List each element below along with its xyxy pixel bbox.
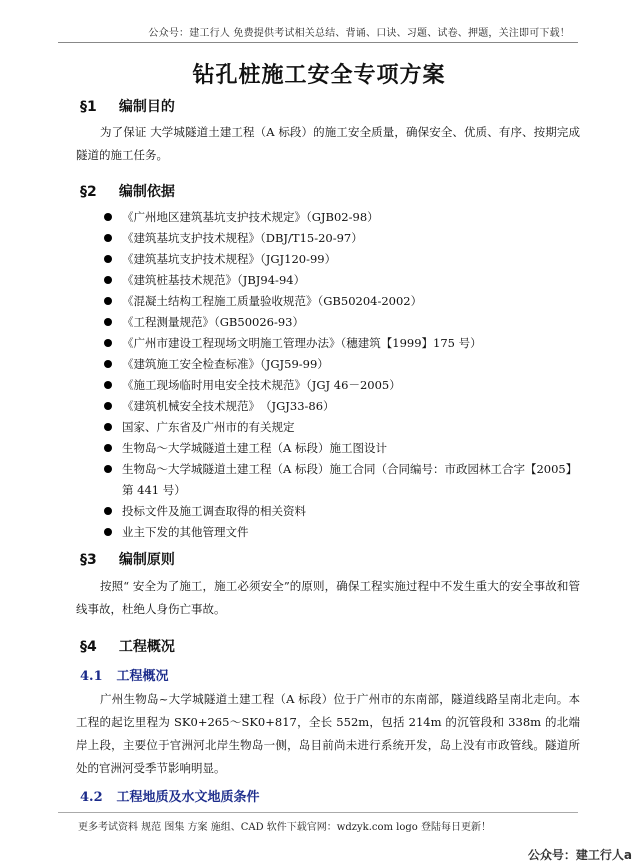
basis-list [104, 207, 580, 543]
list-item: 业主下发的其他管理文件 [104, 522, 580, 543]
section-number: §4 [80, 639, 97, 655]
footer-rule [58, 812, 578, 813]
subsection-title: 工程地质及水文地质条件 [116, 790, 260, 805]
list-item: 《建筑基坑支护技术规程》（DBJ/T15-20-97） [104, 228, 580, 249]
list-item: 生物岛～大学城隧道土建工程（A 标段）施工合同（合同编号：市政园林工合字【2005】第 441 号） [104, 459, 580, 501]
section-title: 编制目的 [118, 99, 175, 115]
bullet-icon [104, 255, 112, 263]
section-number: §2 [80, 184, 97, 200]
section-1-paragraph: 为了保证 大学城隧道土建工程（A 标段）的施工安全质量，确保安全、优质、有序、按期完成隧道的施工任务。 [76, 125, 580, 162]
list-item: 《建筑机械安全技术规范》 （JGJ33-86） [104, 396, 580, 417]
watermark: 公众号：建工行人a [527, 848, 632, 862]
footer-note: 更多考试资料 规范 图集 方案 施组、CAD 软件下载官网：wdzyk.com logo 登陆每日更新！ [78, 822, 492, 833]
section-number: §3 [80, 552, 97, 568]
list-item: 《混凝土结构工程施工质量验收规范》（GB50204-2002） [104, 291, 580, 312]
bullet-icon [104, 339, 112, 347]
subsection-number: 4.1 [80, 669, 103, 684]
bullet-icon [104, 297, 112, 305]
header-rule [58, 42, 578, 43]
header-note: 公众号：建工行人 免费提供考试相关总结、背诵、口诀、习题、试卷、押题，关注即可下载！ [148, 28, 570, 39]
subsection-number: 4.2 [80, 790, 103, 805]
list-item: 《施工现场临时用电安全技术规范》（JGJ 46－2005） [104, 375, 580, 396]
subsection-heading-4-1 [80, 665, 169, 684]
bullet-icon [104, 360, 112, 368]
subsection-heading-4-2 [80, 786, 260, 805]
bullet-icon [104, 402, 112, 410]
list-item: 《广州市建设工程现场文明施工管理办法》（穗建筑【1999】175 号） [104, 333, 580, 354]
bullet-icon [104, 234, 112, 242]
list-item: 投标文件及施工调查取得的相关资料 [104, 501, 580, 522]
list-item: 《工程测量规范》（GB50026-93） [104, 312, 580, 333]
list-item: 《建筑施工安全检查标准》（JGJ59-99） [104, 354, 580, 375]
section-heading-1 [80, 96, 175, 116]
bullet-icon [104, 276, 112, 284]
list-item: 《建筑基坑支护技术规程》（JGJ120-99） [104, 249, 580, 270]
section-heading-2 [80, 181, 175, 201]
bullet-icon [104, 423, 112, 431]
list-item: 《建筑桩基技术规范》（JBJ94-94） [104, 270, 580, 291]
section-title: 编制依据 [118, 184, 175, 200]
section-heading-4 [80, 636, 175, 656]
bullet-icon [104, 528, 112, 536]
subsection-title: 工程概况 [116, 669, 169, 684]
bullet-icon [104, 381, 112, 389]
bullet-icon [104, 465, 112, 473]
bullet-icon [104, 444, 112, 452]
bullet-icon [104, 507, 112, 515]
list-item: 《广州地区建筑基坑支护技术规定》（GJB02-98） [104, 207, 580, 228]
section-title: 工程概况 [118, 639, 175, 655]
document-title: 钻孔桩施工安全专项方案 [192, 62, 446, 88]
section-heading-3 [80, 549, 175, 569]
section-number: §1 [80, 99, 97, 115]
subsection-4-1-paragraph: 广州生物岛~大学城隧道土建工程（A 标段）位于广州市的东南部，隧道线路呈南北走向。本工程的起讫里程为 SK0+265～SK0+817，全长 552m，包括 214m 的沉管段和 338m 的北端岸上段，主要位于官洲河北岸生物岛一侧，岛目前尚未进行系统开发，岛上没有市政管线。隧道所处的官洲河受季节影响明显。 [76, 692, 580, 775]
bullet-icon [104, 318, 112, 326]
bullet-icon [104, 213, 112, 221]
section-title: 编制原则 [118, 552, 175, 568]
list-item: 国家、广东省及广州市的有关规定 [104, 417, 580, 438]
list-item: 生物岛～大学城隧道土建工程（A 标段）施工图设计 [104, 438, 580, 459]
section-3-paragraph: 按照“ 安全为了施工，施工必须安全”的原则，确保工程实施过程中不发生重大的安全事故和管线事故，杜绝人身伤亡事故。 [76, 579, 580, 616]
